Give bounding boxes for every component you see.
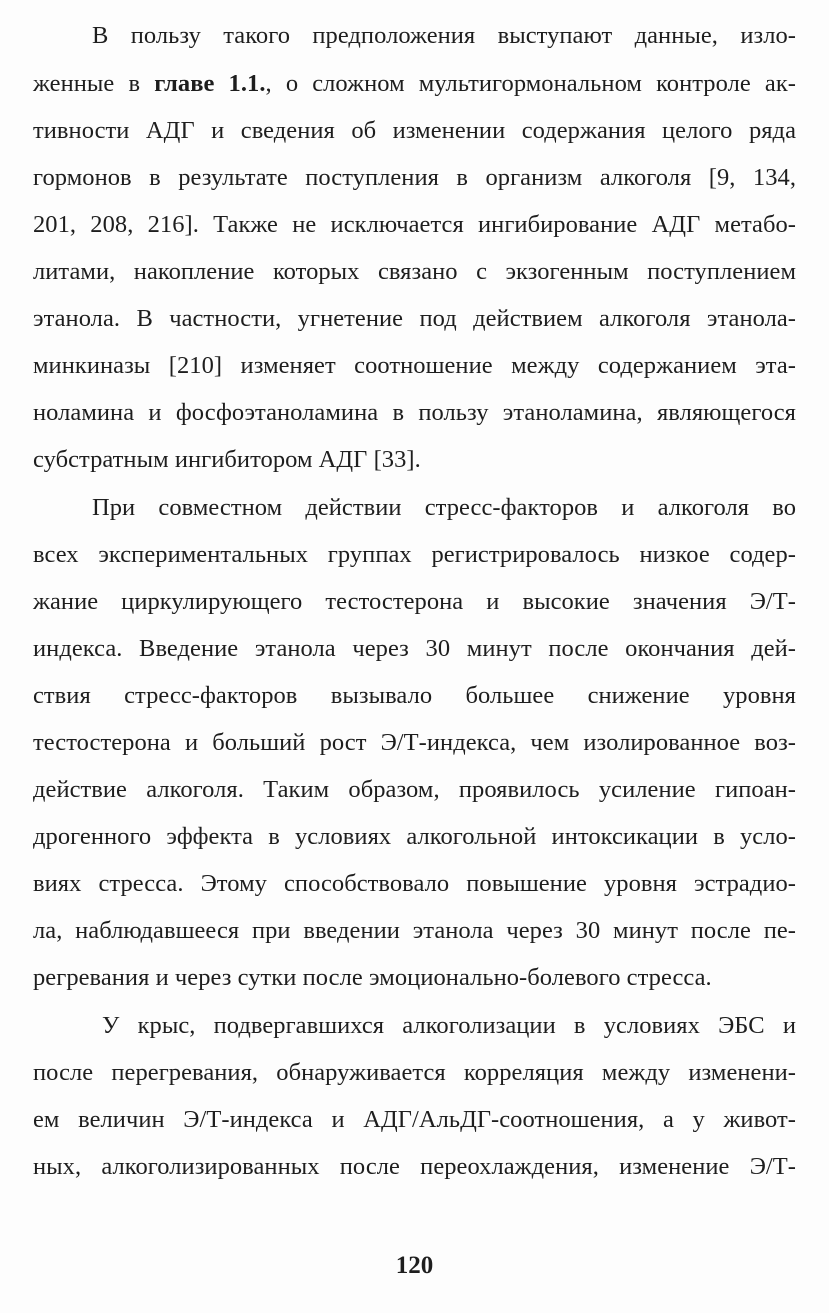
text-line: тестостерона и больший рост Э/Т-индекса, чем изолированное воз- (33, 729, 796, 756)
text-line: виях стресса. Этому способствовало повышение уровня эстрадио- (33, 870, 796, 897)
text-line: ных, алкоголизированных после переохлаждения, изменение Э/Т- (33, 1153, 796, 1180)
text-line: всех экспериментальных группах регистрировалось низкое содер- (33, 541, 796, 568)
text-line: При совместном действии стресс-факторов и алкоголя во (92, 494, 796, 521)
text-line: В пользу такого предположения выступают данные, изло- (92, 22, 796, 49)
text-line: женные в главе 1.1., о сложном мультигормональном контроле ак- (33, 70, 796, 97)
text-line: регревания и через сутки после эмоционально-болевого стресса. (33, 964, 712, 991)
text-line: ла, наблюдавшееся при введении этанола через 30 минут после пе- (33, 917, 796, 944)
text-line: индекса. Введение этанола через 30 минут после окончания дей- (33, 635, 796, 662)
text-line: литами, накопление которых связано с экзогенным поступлением (33, 258, 796, 285)
text-line: ноламина и фосфоэтаноламина в пользу этаноламина, являющегося (33, 399, 796, 426)
text-line: дрогенного эффекта в условиях алкогольной интоксикации в усло- (33, 823, 796, 850)
text-line: субстратным ингибитором АДГ [33]. (33, 446, 421, 473)
text-line: жание циркулирующего тестостерона и высокие значения Э/Т- (33, 588, 796, 615)
text-line: этанола. В частности, угнетение под действием алкоголя этанола- (33, 305, 796, 332)
text-line: У крыс, подвергавшихся алкоголизации в условиях ЭБС и (102, 1012, 796, 1039)
text-line: ем величин Э/Т-индекса и АДГ/АльДГ-соотношения, а у живот- (33, 1106, 796, 1133)
text-line: ствия стресс-факторов вызывало большее снижение уровня (33, 682, 796, 709)
text-line: тивности АДГ и сведения об изменении содержания целого ряда (33, 117, 796, 144)
text-line: минкиназы [210] изменяет соотношение между содержанием эта- (33, 352, 796, 379)
page-number: 120 (395, 1252, 434, 1279)
text-line: после перегревания, обнаруживается корреляция между изменени- (33, 1059, 796, 1086)
text-line: 201, 208, 216]. Также не исключается ингибирование АДГ метабо- (33, 211, 796, 238)
text-line: действие алкоголя. Таким образом, проявилось усиление гипоан- (33, 776, 796, 803)
text-line: гормонов в результате поступления в организм алкоголя [9, 134, (33, 164, 796, 191)
bold-reference: главе 1.1. (154, 70, 266, 97)
